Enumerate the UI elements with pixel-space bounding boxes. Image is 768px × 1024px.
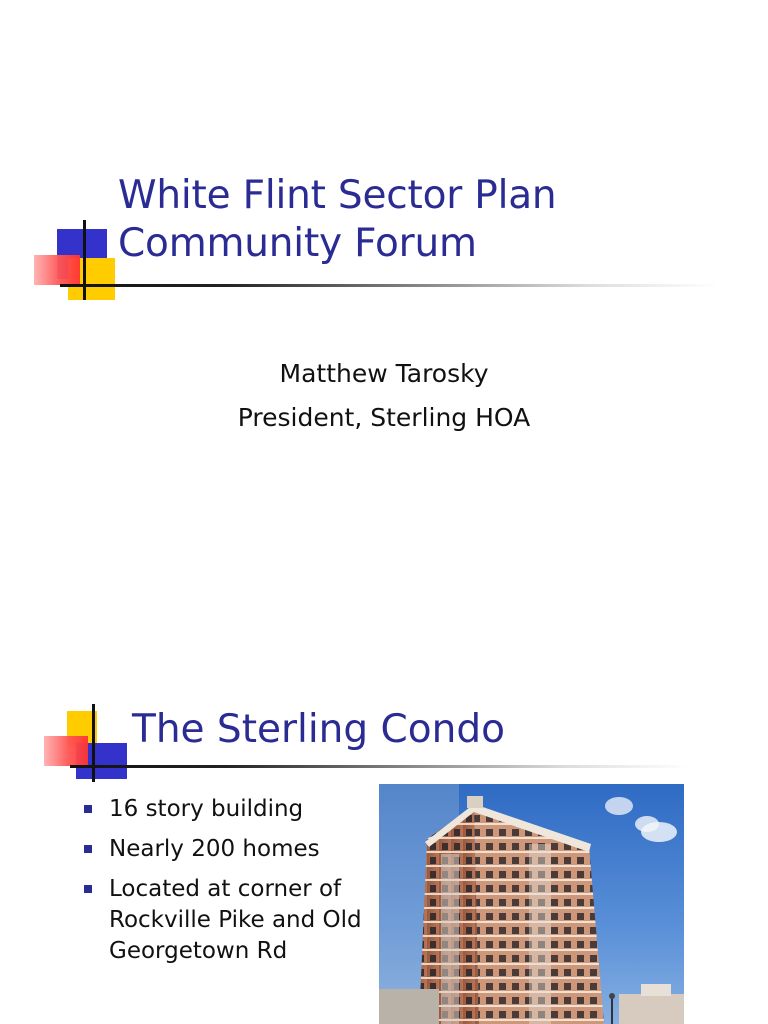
presenter-role: President, Sterling HOA <box>237 403 531 432</box>
list-item <box>84 794 374 825</box>
bullet-text: Nearly 200 homes <box>109 836 320 862</box>
square-bullet-icon <box>84 805 92 813</box>
slide-subtitle <box>0 352 768 440</box>
list-item <box>84 874 374 967</box>
bullet-list <box>84 794 374 976</box>
slide-title-line-1: White Flint Sector Plan <box>118 173 557 218</box>
square-bullet-icon <box>84 845 92 853</box>
bullet-text: 16 story building <box>109 796 304 822</box>
presenter-name: Matthew Tarosky <box>279 359 489 388</box>
slide-title-line-2: Community Forum <box>118 221 477 266</box>
square-bullet-icon <box>84 885 92 893</box>
building-photo <box>379 784 684 1024</box>
slide-title: The Sterling Condo <box>132 707 505 752</box>
content-slide <box>0 512 768 1024</box>
slide-title <box>118 172 738 268</box>
list-item <box>84 834 374 865</box>
bullet-text: Located at corner of Rockville Pike and Old Georgetown Rd <box>109 876 362 964</box>
